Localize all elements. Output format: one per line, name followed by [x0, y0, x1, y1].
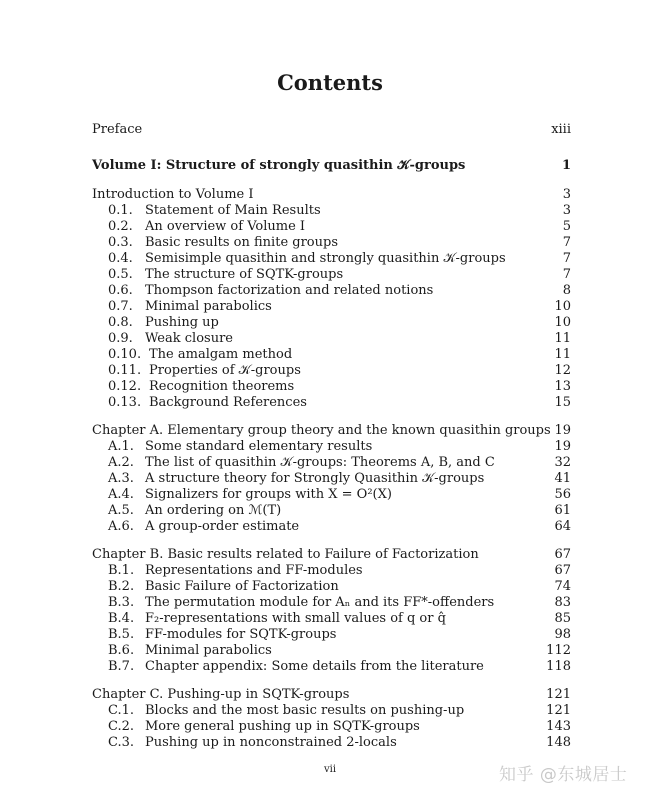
toc-num: A.4.	[108, 487, 134, 502]
toc-entry[interactable]	[108, 299, 571, 315]
toc-entry[interactable]	[108, 611, 571, 627]
toc-label: More general pushing up in SQTK-groups	[145, 719, 420, 734]
toc-page: 85	[554, 611, 571, 626]
toc-page: 67	[554, 563, 571, 578]
toc-label: Chapter B. Basic results related to Failure of Factorization	[92, 547, 479, 562]
toc-preface[interactable]	[92, 122, 571, 138]
toc-page: 61	[554, 503, 571, 518]
toc-page: 3	[562, 187, 571, 202]
toc-label: An overview of Volume I	[145, 219, 306, 234]
toc-label: Recognition theorems	[149, 379, 295, 394]
toc-entry[interactable]	[108, 331, 571, 347]
toc-label: Chapter A. Elementary group theory and the known quasithin groups	[92, 423, 551, 438]
toc-entry[interactable]	[108, 735, 571, 751]
toc-num: 0.11.	[108, 363, 142, 378]
toc-num: 0.5.	[108, 267, 133, 282]
toc-label: The amalgam method	[149, 347, 293, 362]
toc-entry[interactable]	[108, 219, 571, 235]
toc-num: 0.10.	[108, 347, 142, 362]
toc-entry[interactable]	[108, 379, 571, 395]
toc-num: 0.6.	[108, 283, 133, 298]
toc-label: F₂-representations with small values of q or q̂	[145, 611, 446, 626]
toc-page: 19	[554, 423, 571, 438]
toc-page: xiii	[551, 122, 571, 137]
toc-num: B.2.	[108, 579, 135, 594]
toc-label: Thompson factorization and related notions	[145, 283, 434, 298]
toc-label: Blocks and the most basic results on pushing-up	[145, 703, 465, 718]
toc-entry[interactable]	[108, 347, 571, 363]
toc-entry[interactable]	[108, 643, 571, 659]
toc-entry[interactable]	[108, 471, 571, 487]
toc-page: 15	[554, 395, 571, 410]
toc-num: C.3.	[108, 735, 135, 750]
toc-label: A group-order estimate	[145, 519, 300, 534]
toc-label: Some standard elementary results	[145, 439, 373, 454]
toc-page: 121	[546, 687, 571, 702]
toc-label: Statement of Main Results	[145, 203, 321, 218]
toc-page: 11	[554, 331, 571, 346]
toc-label: Representations and FF-modules	[145, 563, 363, 578]
toc-entry[interactable]	[108, 455, 571, 471]
toc-entry[interactable]	[108, 659, 571, 675]
toc-num: B.1.	[108, 563, 135, 578]
toc-label: Minimal parabolics	[145, 643, 272, 658]
toc-label: Basic Failure of Factorization	[145, 579, 339, 594]
toc-label: Chapter C. Pushing-up in SQTK-groups	[92, 687, 350, 702]
toc-num: B.4.	[108, 611, 135, 626]
toc-num: A.3.	[108, 471, 134, 486]
page-number: vii	[323, 764, 337, 775]
toc-num: 0.4.	[108, 251, 133, 266]
toc-chapter-b[interactable]	[92, 547, 571, 563]
toc-label: Pushing up	[145, 315, 219, 330]
toc-label: A structure theory for Strongly Quasithin 𝒦-groups	[145, 471, 485, 486]
toc-num: 0.12.	[108, 379, 142, 394]
toc-page: 8	[562, 283, 571, 298]
toc-entry[interactable]	[108, 703, 571, 719]
toc-page: 118	[546, 659, 571, 674]
toc-label: Semisimple quasithin and strongly quasithin 𝒦-groups	[145, 251, 506, 266]
toc-entry[interactable]	[108, 363, 571, 379]
toc-label: The list of quasithin 𝒦-groups: Theorems A, B, and C	[145, 455, 495, 470]
toc-label: Preface	[92, 122, 143, 137]
toc-page: 143	[546, 719, 571, 734]
toc-label: Signalizers for groups with X = O²(X)	[145, 487, 392, 502]
toc-intro[interactable]	[92, 187, 571, 203]
toc-page: 11	[554, 347, 571, 362]
toc-page: 7	[562, 235, 571, 250]
toc-num: B.5.	[108, 627, 135, 642]
toc-entry[interactable]	[108, 627, 571, 643]
watermark: 知乎 @东城居士	[499, 765, 628, 785]
toc-page: 13	[554, 379, 571, 394]
toc-entry[interactable]	[108, 267, 571, 283]
toc-chapter-a[interactable]	[92, 423, 571, 439]
toc-entry[interactable]	[108, 203, 571, 219]
toc-page: 148	[546, 735, 571, 750]
toc-volume[interactable]	[92, 158, 571, 174]
toc-label: Background References	[149, 395, 307, 410]
toc-page: 83	[554, 595, 571, 610]
toc-entry[interactable]	[108, 395, 571, 411]
toc-num: C.2.	[108, 719, 135, 734]
toc-entry[interactable]	[108, 595, 571, 611]
toc-num: A.5.	[108, 503, 134, 518]
toc-entry[interactable]	[108, 503, 571, 519]
toc-page: 67	[554, 547, 571, 562]
toc-page: 64	[554, 519, 571, 534]
toc-page: 32	[554, 455, 571, 470]
toc-num: A.2.	[108, 455, 134, 470]
toc-num: B.6.	[108, 643, 135, 658]
toc-page: 56	[554, 487, 571, 502]
toc-label: Basic results on finite groups	[145, 235, 338, 250]
toc-label: Minimal parabolics	[145, 299, 272, 314]
toc-entry[interactable]	[108, 519, 571, 535]
toc-page: 41	[554, 471, 571, 486]
toc-label: Weak closure	[145, 331, 233, 346]
toc-num: A.6.	[108, 519, 134, 534]
toc-entry[interactable]	[108, 283, 571, 299]
toc-chapter-c[interactable]	[92, 687, 571, 703]
toc-label: An ordering on ℳ(T)	[145, 503, 282, 518]
toc-entry[interactable]	[108, 579, 571, 595]
page-title: Contents	[277, 70, 383, 95]
toc-label: Volume I: Structure of strongly quasithin 𝒦-groups	[92, 158, 466, 173]
toc-label: Properties of 𝒦-groups	[149, 363, 301, 378]
toc-entry[interactable]	[108, 487, 571, 503]
toc-label: Pushing up in nonconstrained 2-locals	[145, 735, 397, 750]
toc-num: 0.7.	[108, 299, 133, 314]
toc-page: 12	[554, 363, 571, 378]
toc-num: A.1.	[108, 439, 134, 454]
toc-label: The permutation module for Aₙ and its FF*-offenders	[145, 595, 495, 610]
toc-page: 5	[562, 219, 571, 234]
toc-entry[interactable]	[108, 719, 571, 735]
toc-num: 0.13.	[108, 395, 142, 410]
toc-page: 3	[562, 203, 571, 218]
toc-entry[interactable]	[108, 563, 571, 579]
toc-label: FF-modules for SQTK-groups	[145, 627, 337, 642]
toc-label: Introduction to Volume I	[92, 187, 254, 202]
toc-entry[interactable]	[108, 439, 571, 455]
toc-num: B.7.	[108, 659, 135, 674]
toc-page: 98	[554, 627, 571, 642]
toc-num: 0.2.	[108, 219, 133, 234]
toc-label: Chapter appendix: Some details from the literature	[145, 659, 484, 674]
toc-num: B.3.	[108, 595, 135, 610]
toc-page: 1	[561, 158, 571, 173]
toc-entry[interactable]	[108, 315, 571, 331]
toc-page: 19	[554, 439, 571, 454]
toc-page: 74	[554, 579, 571, 594]
toc-num: 0.1.	[108, 203, 133, 218]
toc-page: 7	[562, 267, 571, 282]
toc-label: The structure of SQTK-groups	[145, 267, 344, 282]
toc-entry[interactable]	[108, 235, 571, 251]
toc-entry[interactable]	[108, 251, 571, 267]
toc-num: 0.3.	[108, 235, 133, 250]
toc-page: 10	[554, 299, 571, 314]
toc-page: 121	[546, 703, 571, 718]
toc-num: 0.9.	[108, 331, 133, 346]
toc-page: 7	[562, 251, 571, 266]
toc-page: 112	[546, 643, 571, 658]
toc-page: 10	[554, 315, 571, 330]
toc-num: 0.8.	[108, 315, 133, 330]
toc-num: C.1.	[108, 703, 135, 718]
